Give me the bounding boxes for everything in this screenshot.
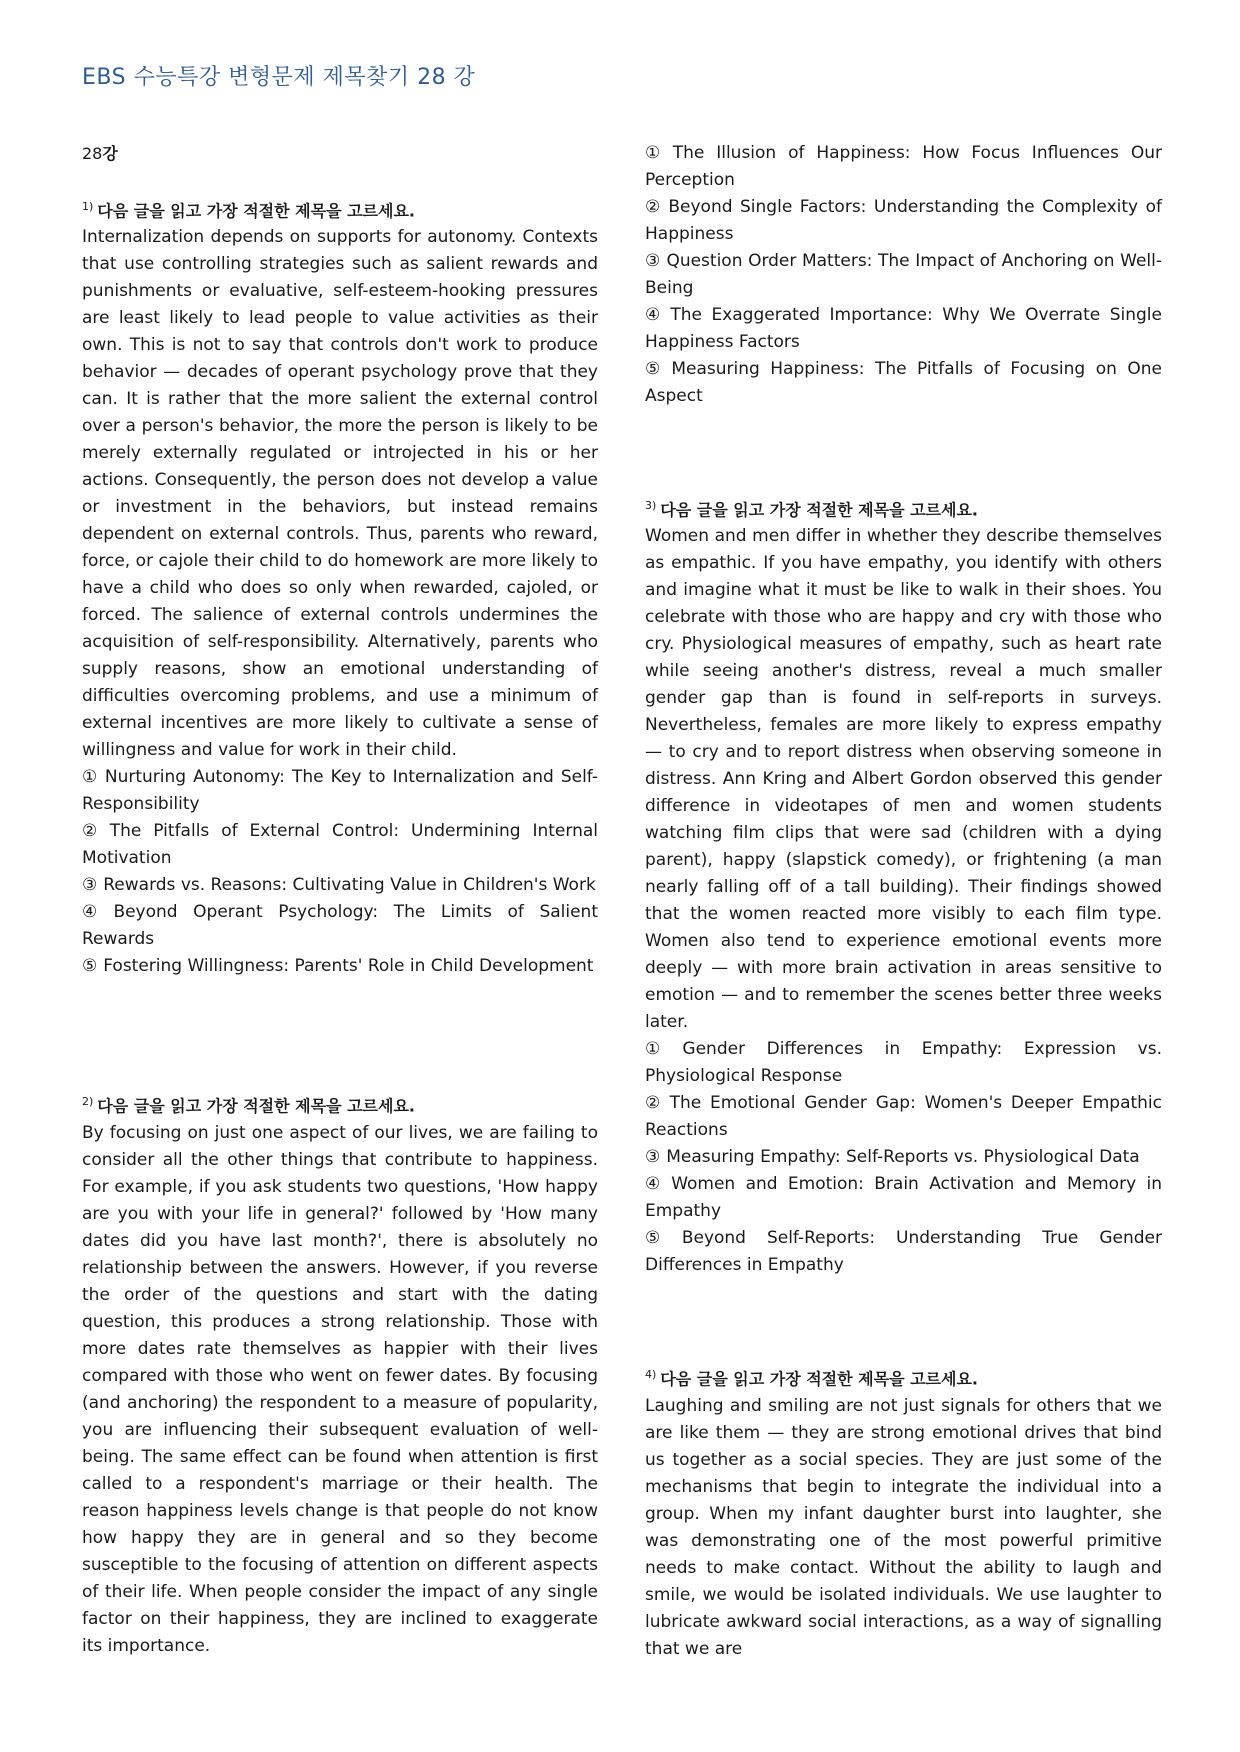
answer-options — [645, 140, 1162, 410]
option-marker: ① — [645, 1039, 677, 1060]
lesson-label — [82, 140, 598, 167]
question-number: 1) — [82, 200, 94, 213]
passage-text: Women and men differ in whether they describe themselves as empathic. If you have empathy, you identify with others and imagine what it must be like to walk in their shoes. You celebrate with those who are happy and cry with those who cry. Physiological measures of empathy, such as heart rate while seeing another's distress, reveal a much smaller gender gap than is found in self-reports in surveys. Nevertheless, females are more likely to express empathy — to cry and to report distress when observing someone in distress. Ann Kring and Albert Gordon observed this gender difference in videotapes of men and women students watching film clips that were sad (children with a dying parent), happy (slapstick comedy), or frightening (a man nearly falling off of a tall building). Their findings showed that the women reacted more visibly to each film type. Women also tend to experience emotional events more deeply — with more brain activation in areas sensitive to emotion — and to remember the scenes better three weeks later. — [645, 526, 1162, 1033]
option-marker: ① — [82, 767, 99, 788]
question-2 — [82, 1088, 598, 1659]
answer-options — [82, 764, 598, 980]
option-4[interactable]: ④ Women and Emotion: Brain Activation and Memory in Empathy — [645, 1174, 1162, 1222]
question-instruction: $^{4)}$ 다음 글을 읽고 가장 적절한 제목을 고르세요. — [645, 1368, 979, 1389]
question-3 — [645, 492, 1162, 1279]
question-1 — [82, 193, 598, 980]
question-instruction: $^{3)}$ 다음 글을 읽고 가장 적절한 제목을 고르세요. — [645, 499, 979, 520]
option-2[interactable]: ② The Emotional Gender Gap: Women's Deeper Empathic Reactions — [645, 1093, 1162, 1141]
option-marker: ① — [645, 143, 667, 163]
option-5[interactable]: ⑤ Fostering Willingness: Parents' Role in Child Development — [82, 956, 594, 977]
passage-text: Laughing and smiling are not just signals for others that we are like them — they are strong emotional drives that bind us together as a social species. They are just some of the mechanisms that begin to integrate the individual into a group. When my infant daughter burst into laughter, she was demonstrating one of the most powerful primitive needs to make contact. Without the ability to laugh and smile, we would be isolated individuals. We use laughter to lubricate awkward social interactions, as a way of signalling that we are — [645, 1395, 1162, 1659]
passage-text: Internalization depends on supports for autonomy. Contexts that use controlling strategies such as salient rewards and punishments or evaluative, self-esteem-hooking pressures are least likely to lead people to value activities as their own. This is not to say that controls don't work to produce behavior — decades of operant psychology prove that they can. It is rather that the more salient the external control over a person's behavior, the more the person is likely to be merely externally regulated or introjected in his or her actions. Consequently, the person does not develop a value or investment in the behaviors, but instead remains dependent on external controls. Thus, parents who reward, force, or cajole their child to do homework are more likely to have a child who does so only when rewarded, cajoled, or forced. The salience of external controls undermines the acquisition of self-responsibility. Alternatively, parents who supply reasons, show an emotional understanding of difficulties overcoming problems, and use a minimum of external incentives are more likely to cultivate a sense of willingness and value for work in their child. — [82, 227, 598, 761]
option-2[interactable]: ② The Pitfalls of External Control: Undermining Internal Motivation — [82, 821, 598, 869]
option-1[interactable]: ① The Illusion of Happiness: How Focus Influences Our Perception — [645, 143, 1162, 190]
option-marker: ④ — [82, 902, 108, 923]
option-marker: ④ — [645, 305, 665, 325]
option-4[interactable]: ④ Beyond Operant Psychology: The Limits of Salient Rewards — [82, 902, 599, 950]
question-number: 3) — [645, 499, 657, 512]
page-header-title: EBS 수능특강 변형문제 제목찾기 28 강 — [82, 65, 476, 90]
lesson-unit: 강 — [102, 144, 118, 163]
option-3[interactable]: ③ Measuring Empathy: Self-Reports vs. Physiological Data — [645, 1147, 1140, 1168]
passage-text: By focusing on just one aspect of our lives, we are failing to consider all the other things that contribute to happiness. For example, if you ask students two questions, 'How happy are you with your life in general?' followed by 'How many dates did you have last month?', there is absolutely no relationship between the answers. However, if you reverse the order of the questions and start with the dating question, this produces a strong relationship. Those with more dates rate themselves as happier with their lives compared with those who went on fewer dates. By focusing (and anchoring) the respondent to a measure of popularity, you are influencing their subsequent evaluation of well-being. The same effect can be found when attention is first called to a respondent's marriage or their health. The reason happiness levels change is that people do not know how happy they are in general and so they become susceptible to the focusing of attention on different aspects of their life. When people consider the impact of any single factor on their happiness, they are inclined to exaggerate its importance. — [82, 1122, 598, 1656]
question-number: 4) — [645, 1368, 657, 1382]
option-marker: ⑤ — [645, 1228, 676, 1249]
option-marker: ⑤ — [645, 359, 666, 379]
option-marker: ③ — [645, 1147, 661, 1168]
question-instruction: $^{2)}$ 다음 글을 읽고 가장 적절한 제목을 고르세요. — [82, 1095, 416, 1116]
right-column — [645, 140, 1162, 1663]
option-marker: ③ — [645, 251, 661, 271]
option-5[interactable]: ⑤ Beyond Self-Reports: Understanding True Gender Differences in Empathy — [645, 1228, 1162, 1276]
option-4[interactable]: ④ The Exaggerated Importance: Why We Overrate Single Happiness Factors — [645, 305, 1162, 352]
option-marker: ② — [645, 197, 663, 217]
question-instruction: $^{1)}$ 다음 글을 읽고 가장 적절한 제목을 고르세요. — [82, 200, 416, 221]
option-marker: ⑤ — [82, 956, 98, 977]
option-1[interactable]: ① Gender Differences in Empathy: Expression vs. Physiological Response — [645, 1039, 1162, 1087]
question-number: 2) — [82, 1095, 94, 1109]
option-marker: ② — [645, 1093, 664, 1114]
left-column — [82, 140, 598, 1660]
lesson-number: 28 — [82, 144, 103, 163]
option-5[interactable]: ⑤ Measuring Happiness: The Pitfalls of Focusing on One Aspect — [645, 359, 1162, 406]
option-marker: ④ — [645, 1174, 666, 1195]
option-marker: ③ — [82, 875, 98, 896]
option-1[interactable]: ① Nurturing Autonomy: The Key to Internalization and Self-Responsibility — [82, 767, 598, 815]
answer-options — [645, 1036, 1162, 1279]
option-2[interactable]: ② Beyond Single Factors: Understanding the Complexity of Happiness — [645, 197, 1162, 244]
option-marker: ② — [82, 821, 104, 842]
option-3[interactable]: ③ Rewards vs. Reasons: Cultivating Value in Children's Work — [82, 875, 596, 896]
question-4 — [645, 1361, 1162, 1662]
option-3[interactable]: ③ Question Order Matters: The Impact of Anchoring on Well-Being — [645, 251, 1162, 298]
